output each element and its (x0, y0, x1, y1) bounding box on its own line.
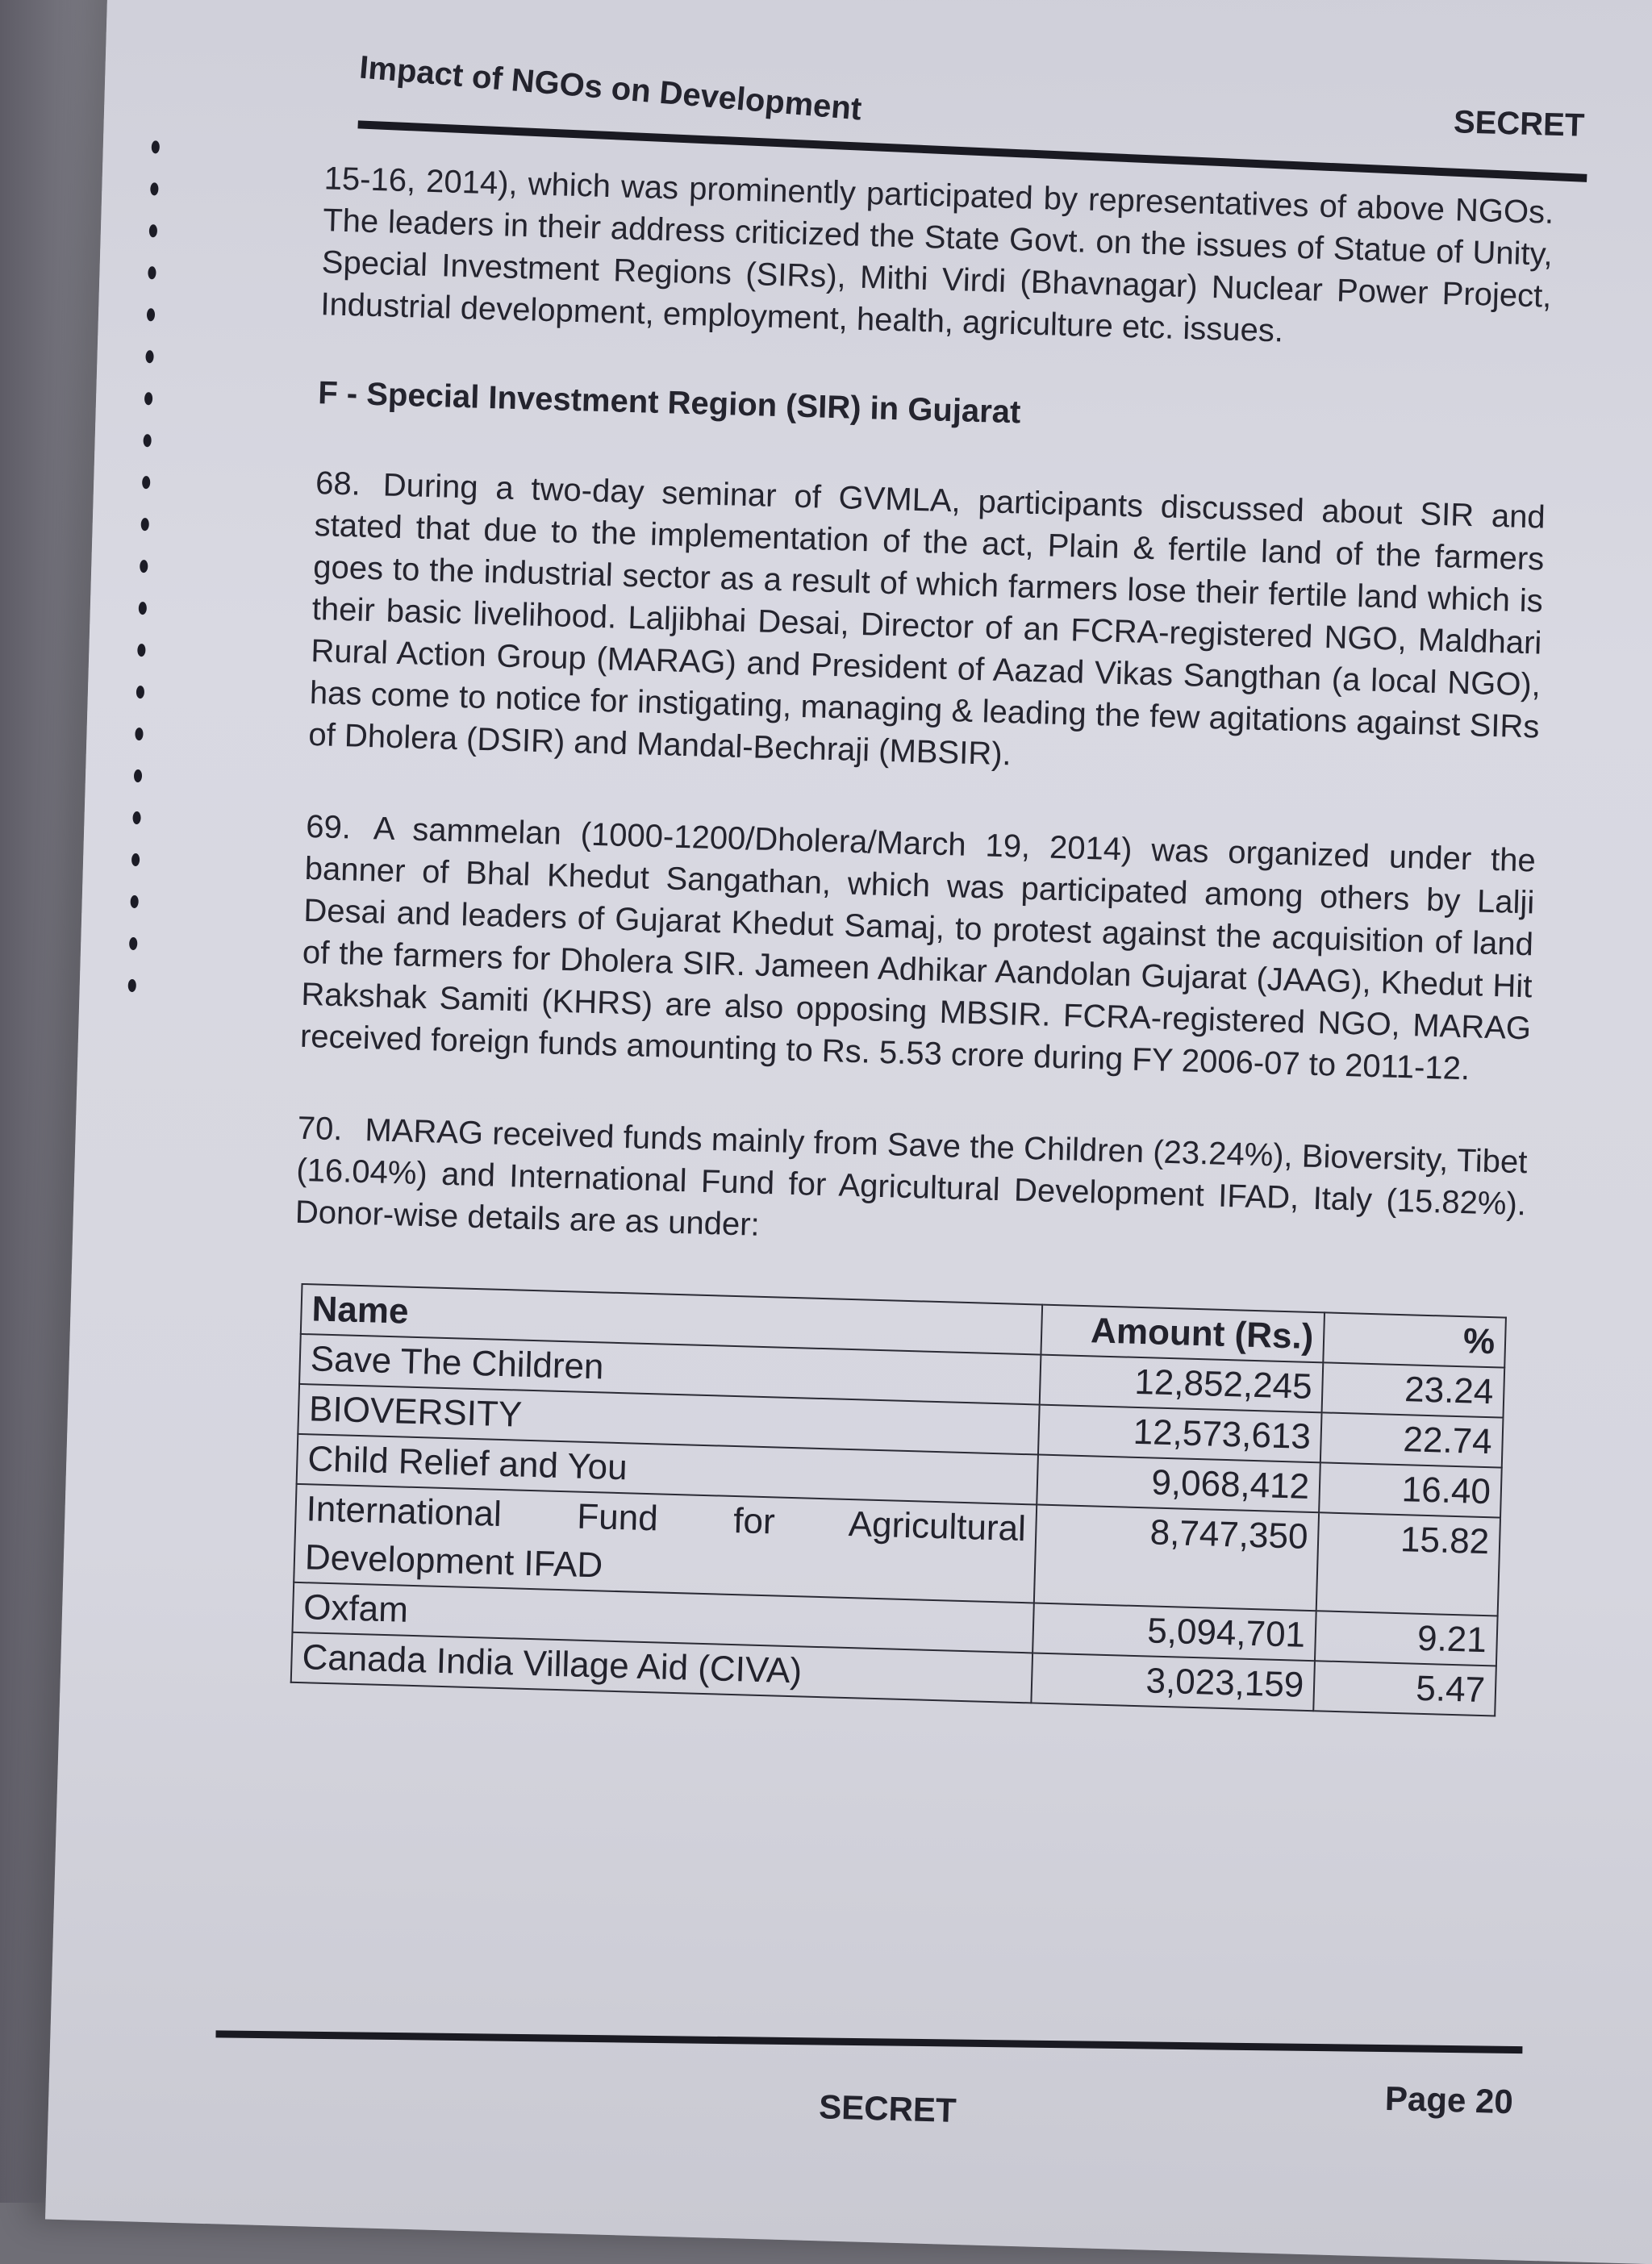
binding-hole (128, 979, 136, 992)
paragraph-69 (299, 806, 1536, 1091)
donor-table (290, 1283, 1507, 1717)
binding-hole (152, 140, 160, 153)
paragraph-number: 70. (297, 1110, 344, 1148)
footer-rule (215, 2030, 1522, 2053)
paragraph-70 (294, 1107, 1528, 1268)
paragraph-text: A sammelan (1000-1200/Dholera/March 19, 2014) was organized under the banner of Bhal Khedut Sangathan, which was participated among others by Lalji Desai and leaders of Gujarat Khedut Samaj, to protest against the acquisition of land of the farmers for Dholera SIR. Jameen Adhikar Aandolan Gujarat (JAAG), Khedut Hit Rakshak Samiti (KHRS) are also opposing MBSIR. FCRA-registered NGO, MARAG received foreign funds amounting to Rs. 5.53 crore during FY 2006-07 to 2011-12. (299, 811, 1537, 1087)
footer-classification: SECRET (818, 2087, 957, 2130)
donor-percent: 23.24 (1322, 1362, 1504, 1417)
binding-hole (145, 350, 153, 363)
binding-hole (134, 769, 142, 782)
column-header-amount: Amount (Rs.) (1041, 1305, 1325, 1363)
binding-hole (140, 560, 148, 573)
donor-name: BIOVERSITY (298, 1384, 1040, 1455)
donor-amount: 9,068,412 (1037, 1455, 1320, 1513)
binding-hole (148, 266, 156, 279)
paragraph-text: MARAG received funds mainly from Save the Children (23.24%), Bioversity, Tibet (16.04%) and International Fund for Agricultural Development IFAD, Italy (15.82%). Donor-wise details are as under: (294, 1112, 1528, 1243)
page-header (326, 16, 1587, 156)
paragraph-number: 69. (305, 808, 352, 846)
document-page (45, 0, 1652, 2264)
donor-amount: 3,023,159 (1032, 1653, 1315, 1711)
header-title: Impact of NGOs on Development (357, 49, 863, 127)
donor-amount: 8,747,350 (1034, 1505, 1319, 1611)
binding-hole (137, 644, 145, 657)
column-header-percent: % (1323, 1312, 1505, 1367)
donor-name: Canada India Village Aid (CIVA) (291, 1632, 1033, 1703)
binding-holes (125, 140, 184, 1109)
body-text (282, 157, 1554, 1717)
binding-hole (150, 182, 158, 195)
donor-percent: 16.40 (1319, 1462, 1501, 1517)
donor-name: Child Relief and You (297, 1434, 1039, 1505)
binding-hole (131, 853, 140, 866)
binding-hole (142, 476, 150, 489)
section-heading: F - Special Investment Region (SIR) in Gujarat (317, 375, 1021, 431)
binding-hole (135, 728, 143, 740)
binding-hole (143, 434, 151, 447)
donor-amount: 12,852,245 (1040, 1355, 1323, 1413)
donor-percent: 22.74 (1320, 1412, 1503, 1467)
binding-hole (141, 518, 149, 531)
paragraph-text: 15-16, 2014), which was prominently participated by representatives of above NGOs. The leaders in their address criticized the State Govt. on the issues of Statue of Unity, Special Investment Regions (SIRs), Mithi Virdi (Bhavnagar) Nuclear Power Project, Industrial development, employment, health, agriculture etc. issues. (319, 161, 1554, 349)
header-classification: SECRET (1453, 104, 1585, 144)
donor-amount: 12,573,613 (1038, 1405, 1321, 1463)
donor-percent: 9.21 (1315, 1611, 1497, 1666)
paragraph-number: 68. (315, 465, 361, 502)
binding-hole (132, 811, 140, 824)
donor-name: Oxfam (292, 1582, 1034, 1653)
donor-percent: 5.47 (1313, 1661, 1496, 1716)
binding-hole (149, 224, 157, 237)
paragraph-text: During a two-day seminar of GVMLA, participants discussed about SIR and stated that due to the implementation of the act, Plain & fertile land of the farmers goes to the industrial sector as a result of which farmers lose their fertile land which is their basic livelihood. Laljibhai Desai, Director of an FCRA-registered NGO, Maldhari Rural Action Group (MARAG) and President of Aazad Vikas Sangthan (a local NGO), has come to notice for instigating, managing & leading the few agitations against SIRs of Dholera (DSIR) and Mandal-Bechraji (MBSIR). (307, 467, 1546, 773)
page-number: Page 20 (1384, 2078, 1514, 2121)
donor-amount: 5,094,701 (1033, 1603, 1316, 1661)
binding-hole (136, 686, 144, 698)
binding-hole (147, 308, 155, 321)
paragraph-68 (308, 462, 1546, 790)
page-footer (214, 1998, 1523, 2147)
column-header-name: Name (301, 1284, 1043, 1355)
binding-hole (144, 392, 152, 405)
binding-hole (139, 602, 147, 615)
continued-paragraph (320, 157, 1554, 359)
donor-percent: 15.82 (1316, 1512, 1500, 1616)
binding-hole (129, 937, 137, 950)
donor-name: International Fund for Agricultural Development IFAD (294, 1484, 1037, 1603)
binding-hole (130, 895, 138, 908)
donor-name: Save The Children (299, 1334, 1041, 1405)
